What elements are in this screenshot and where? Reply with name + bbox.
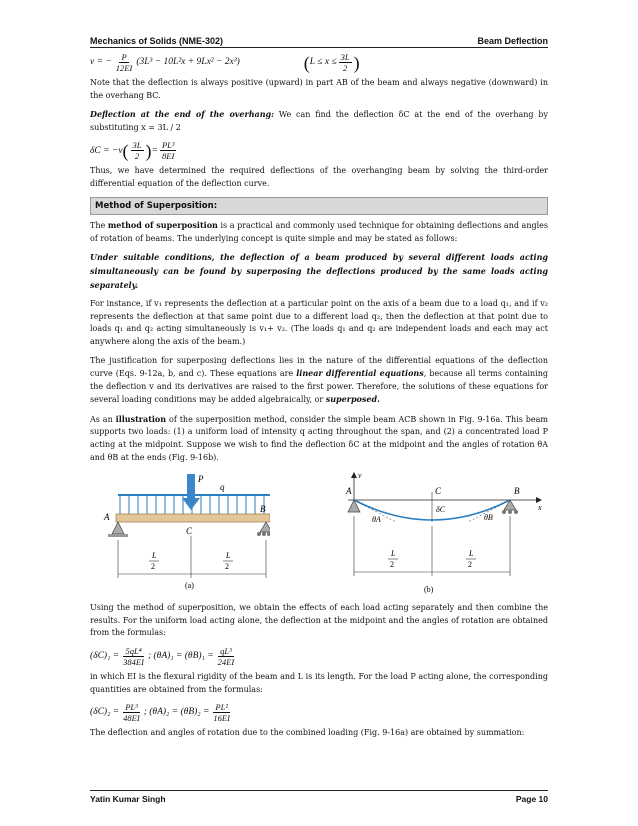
just-a: The justification for superposing deflections lies in the nature of the differential equations of the deflection curve (Eqs. 9-12a, b, and c). These equations are (90, 355, 548, 379)
illus-c: of the superposition method, consider the simple beam ACB shown in Fig. 9-16a. This beam supports two loads: (1) a uniform load of intensity q acting throughout the span, and (2) a concentrated load P acting at the midpoint. Suppose we wish to find the deflection δC at the midpoint and the angles of rotation θA and θB at the ends (Fig. 9-16b). (90, 414, 548, 462)
eq3-num2: qL³ (220, 646, 232, 657)
paragraph-note: Note that the deflection is always positive (upward) in part AB of the beam and always negative (downward) in the overhang BC. (90, 78, 548, 100)
eq4-fraction-1 (121, 702, 142, 723)
point-load-arrowhead (182, 498, 200, 510)
label-B-b: B (514, 486, 520, 497)
label-x: x (538, 503, 542, 513)
dim-2-right: 2 (225, 562, 229, 572)
eq4-den2: 16EI (213, 713, 230, 724)
eq1-num: P (121, 52, 127, 62)
paragraph-using: Using the method of superposition, we obtain the effects of each load acting separately and then combine the results. For the uniform load acting alone, the deflection at the midpoint and the angles of rotation are obtained from the formulas: (90, 603, 548, 638)
eq2-den2: 8EI (162, 151, 175, 162)
equation-deflection-end: δC = −v ( $\frac{3L}{2}$ ) = $\frac{\text{PL³}}{8EI}$ (90, 140, 175, 162)
figure-b-deflected-beam (338, 470, 548, 596)
footer-page-number: Page 10 (515, 794, 548, 804)
label-thetaB: θB (484, 513, 493, 523)
equation-point-load (90, 702, 548, 723)
eq2-fraction-2 (160, 140, 176, 161)
eq3-fraction-2 (216, 646, 237, 667)
equation-uniform-load (90, 646, 548, 667)
label-q: q (220, 482, 225, 493)
eq1-range-den: 2 (343, 63, 348, 73)
label-deltaC: δC (436, 505, 446, 515)
equation-deflection-overhang: v = − $\frac{P}{12EI}$ (3L³ − 10L²x + 9Lx² − 2x³) ( L ≤ x ≤ $\frac{3L}{2}$ ) (90, 52, 360, 73)
principle-text: Under suitable conditions, the deflection of a beam produced by several different loads acting simultaneously can be found by superposing the deflections produced by the same loads acting separately. (90, 252, 548, 290)
paragraph-which: in which EI is the flexural rigidity of the beam and L is its length. For the load P acting alone, the corresponding quantities are obtained from the formulas: (90, 672, 548, 694)
intro-a: The (90, 221, 108, 231)
label-B: B (260, 504, 266, 515)
page-content (90, 52, 548, 746)
label-thetaA: θA (372, 515, 381, 525)
eq2-num1: 3L (132, 140, 142, 151)
dim-b-L-right: L (469, 549, 474, 559)
page-header (90, 30, 548, 48)
eq1-range-fraction (339, 52, 352, 73)
eq4-num1: PL³ (125, 702, 138, 713)
label-A-b: A (346, 486, 352, 497)
paragraph-justification (90, 355, 548, 407)
label-C: C (186, 526, 193, 537)
dim-b-2-right: 2 (468, 560, 472, 570)
eq1-den: 12EI (115, 63, 133, 73)
header-course: Mechanics of Solids (NME-302) (90, 36, 224, 46)
end-deflection-lead: Deflection at the end of the overhang: (90, 109, 275, 120)
label-A: A (104, 512, 110, 523)
paragraph-intro (90, 219, 548, 245)
caption-b: (b) (424, 585, 434, 595)
eq2-num2: PL³ (161, 140, 175, 151)
pin-support-A (112, 522, 124, 534)
paragraph-principle (90, 251, 548, 292)
eq2-den1: 2 (134, 151, 140, 162)
paragraph-illustration (90, 413, 548, 464)
just-bold: linear differential equations (296, 368, 424, 379)
caption-a: (a) (185, 581, 194, 591)
eq3-den1: 384EI (123, 657, 144, 668)
eq4-num2: PL² (215, 702, 228, 713)
illus-a: As an (90, 414, 116, 424)
paragraph-end-deflection (90, 108, 548, 134)
intro-c: is a practical and commonly used technique for obtaining deflections and angles of rotation of beams. The underlying concept is quite simple and may be stated as follows: (90, 221, 549, 243)
dim-L-left: L (152, 551, 157, 561)
eq4-mid: ; (θA)₂ = (θB)₂ = (143, 707, 210, 718)
label-v: v (358, 471, 362, 481)
point-load-shaft (187, 474, 195, 498)
header-topic: Beam Deflection (477, 36, 548, 46)
eq1-fraction (114, 52, 135, 73)
roller-support-B (260, 522, 270, 532)
eq4-den1: 48EI (123, 713, 140, 724)
eq1-range-num: 3L (340, 52, 350, 62)
eq3-mid: ; (θA)₁ = (θB)₁ = (147, 651, 214, 662)
eq1-range: L ≤ x ≤ (309, 57, 337, 68)
section-heading: Method of Superposition: (90, 197, 548, 216)
just-superposed: superposed. (325, 394, 380, 405)
eq2-equals: = (151, 145, 158, 156)
label-P: P (198, 474, 204, 485)
eq4-fraction-2 (211, 702, 232, 723)
page-footer (90, 790, 548, 810)
footer-author: Yatin Kumar Singh (90, 794, 166, 804)
dim-L-right: L (226, 551, 231, 561)
eq3-num1: 5qL⁴ (125, 646, 142, 657)
paragraph-final: The deflection and angles of rotation due to the combined loading (Fig. 9-16a) are obtained by summation: (90, 728, 525, 738)
eq1-lhs: v = − (90, 57, 112, 68)
eq3-fraction-1 (121, 646, 146, 667)
dim-2-left: 2 (151, 562, 155, 572)
end-deflection-text: We can find the deflection δC at the end of the overhang by substituting x = 3L / 2 (90, 110, 548, 132)
beam (116, 514, 270, 522)
eq3-den2: 24EI (217, 657, 235, 668)
eq3-lhs: (δC)₁ = (90, 651, 120, 662)
illus-bold: illustration (115, 413, 167, 424)
dim-b-L-left: L (391, 549, 396, 559)
rollers-B (257, 532, 270, 536)
figure-a-loaded-beam (90, 470, 270, 596)
eq4-lhs: (δC)₂ = (90, 707, 120, 718)
dim-b-2-left: 2 (390, 560, 394, 570)
dimension-lines-b (354, 516, 510, 576)
label-C-b: C (435, 486, 442, 497)
paragraph-thus: Thus, we have determined the required deflections of the overhanging beam by solving the third-order differential equation of the deflection curve. (90, 166, 548, 188)
paragraph-instance: For instance, if v₁ represents the deflection at a particular point on the axis of a beam due to a load q₁, and if v₂ represents the deflection at that same point due to a different load q₂, then the deflection at that point due to loads q₁ and q₂ acting simultaneously is v₁+ v₂. (The loads q₁ and q₂ are independent loads and each may act anywhere along the axis of the beam.) (90, 299, 548, 346)
just-c: , because all terms containing the deflection v and its derivatives are raised to the first power. Therefore, the solutions of these equations for several loading conditions may be added algebraically, or (90, 369, 549, 405)
figure-9-16 (90, 470, 548, 596)
intro-bold: method of superposition (107, 220, 218, 231)
eq1-rhs: (3L³ − 10L²x + 9Lx² − 2x³) (136, 57, 240, 68)
ground-A (108, 534, 128, 537)
dimension-lines-a (118, 536, 266, 578)
eq2-fraction-1 (131, 140, 144, 161)
eq2-lhs: δC = −v (90, 145, 123, 156)
